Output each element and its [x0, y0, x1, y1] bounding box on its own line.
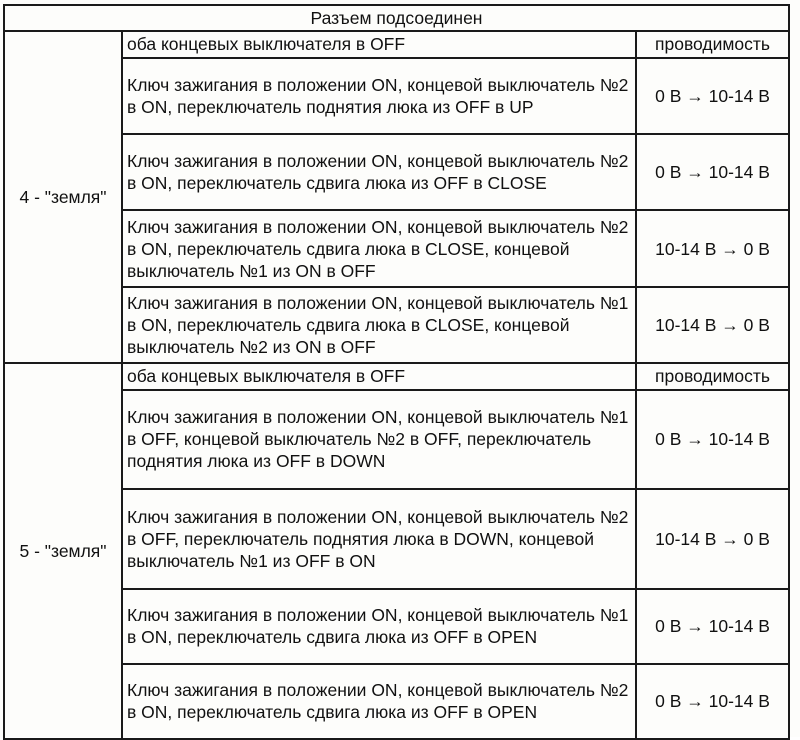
condition-cell: Ключ зажигания в положении ON, концевой выключатель №2 в ON, переключатель поднятия люка из OFF в UP [122, 58, 636, 134]
condition-cell: оба концевых выключателя в OFF [122, 363, 636, 390]
table-row [4, 31, 789, 58]
pin-label-4: 4 - "земля" [4, 31, 122, 363]
result-cell: 0 В → 10-14 В [636, 589, 789, 664]
table-row [4, 58, 789, 134]
table-row [4, 589, 789, 664]
result-cell: 0 В → 10-14 В [636, 58, 789, 134]
result-cell: проводимость [636, 31, 789, 58]
condition-cell: Ключ зажигания в положении ON, концевой выключатель №1 в ON, переключатель сдвига люка в CLOSE, концевой выключатель №2 из ON в OFF [122, 287, 636, 363]
table-row [4, 363, 789, 390]
connector-check-table [3, 4, 790, 740]
result-cell: 0 В → 10-14 В [636, 390, 789, 490]
table-row [4, 210, 789, 286]
condition-cell: Ключ зажигания в положении ON, концевой выключатель №1 в ON, переключатель сдвига люка из OFF в OPEN [122, 589, 636, 664]
table-row [4, 390, 789, 490]
table-header-row [4, 5, 789, 31]
table-row [4, 134, 789, 210]
result-cell: 10-14 В → 0 В [636, 287, 789, 363]
condition-cell: оба концевых выключателя в OFF [122, 31, 636, 58]
pin-label-5: 5 - "земля" [4, 363, 122, 739]
result-cell: проводимость [636, 363, 789, 390]
condition-cell: Ключ зажигания в положении ON, концевой выключатель №2 в ON, переключатель сдвига люка в CLOSE, концевой выключатель №1 из ON в OFF [122, 210, 636, 286]
condition-cell: Ключ зажигания в положении ON, концевой выключатель №1 в OFF, концевой выключатель №2 в OFF, переключатель поднятия люка из OFF в DOWN [122, 390, 636, 490]
result-cell: 0 В → 10-14 В [636, 134, 789, 210]
result-cell: 10-14 В → 0 В [636, 210, 789, 286]
table-header: Разъем подсоединен [4, 5, 789, 31]
result-cell: 0 В → 10-14 В [636, 664, 789, 739]
result-cell: 10-14 В → 0 В [636, 489, 789, 589]
table-row [4, 489, 789, 589]
condition-cell: Ключ зажигания в положении ON, концевой выключатель №2 в OFF, переключатель поднятия люка в DOWN, концевой выключатель №1 из OFF в ON [122, 489, 636, 589]
table-row [4, 287, 789, 363]
condition-cell: Ключ зажигания в положении ON, концевой выключатель №2 в ON, переключатель сдвига люка из OFF в OPEN [122, 664, 636, 739]
table-row [4, 664, 789, 739]
condition-cell: Ключ зажигания в положении ON, концевой выключатель №2 в ON, переключатель сдвига люка из OFF в CLOSE [122, 134, 636, 210]
